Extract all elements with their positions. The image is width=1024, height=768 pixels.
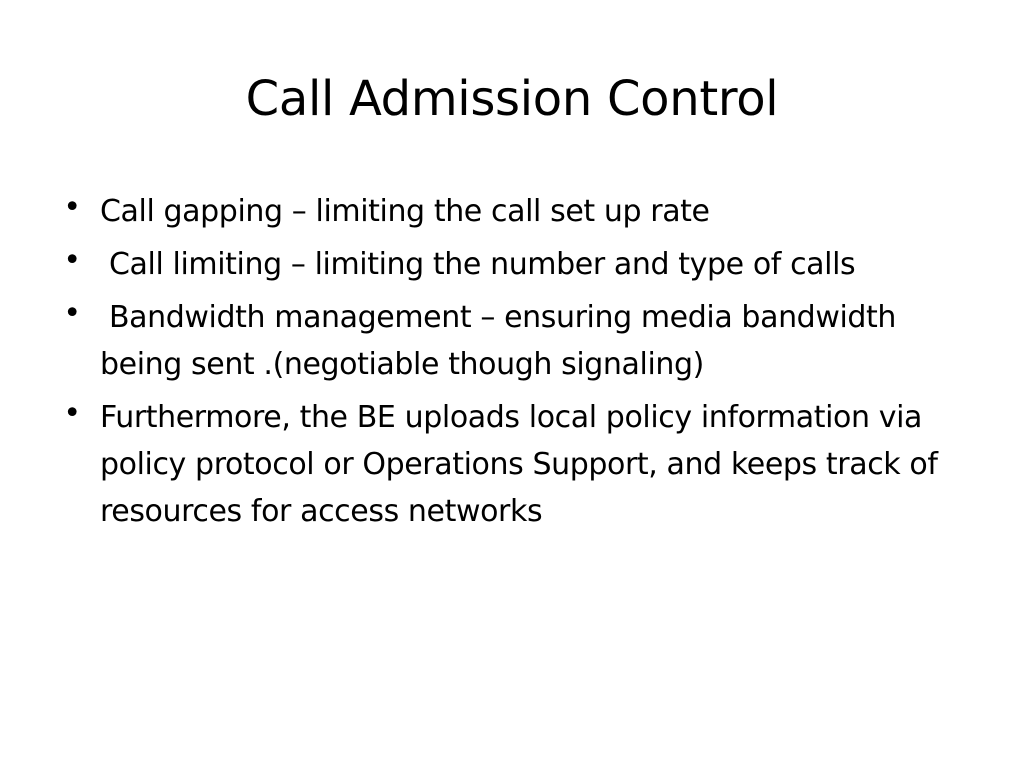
bullet-item-call-limiting [62,241,962,288]
bullet-dot-icon: • [63,296,81,331]
bullet-item-bandwidth-management [62,294,962,388]
bullet-text: Furthermore, the BE uploads local policy information via policy protocol or Operations Support, and keeps track of resources for access networks [100,400,938,529]
bullet-text: Call limiting – limiting the number and type of calls [109,247,856,282]
bullet-item-be-uploads-policy [62,394,962,535]
slide-title: Call Admission Control [245,71,779,127]
bullet-dot-icon: • [63,396,81,431]
bullet-dot-icon: • [63,190,81,225]
bullet-item-call-gapping [62,188,962,235]
bullet-list [62,188,962,541]
bullet-dot-icon: • [63,243,81,278]
bullet-text: Bandwidth management – ensuring media bandwidth being sent .(negotiable though signaling) [100,300,897,382]
bullet-text: Call gapping – limiting the call set up rate [100,194,710,229]
